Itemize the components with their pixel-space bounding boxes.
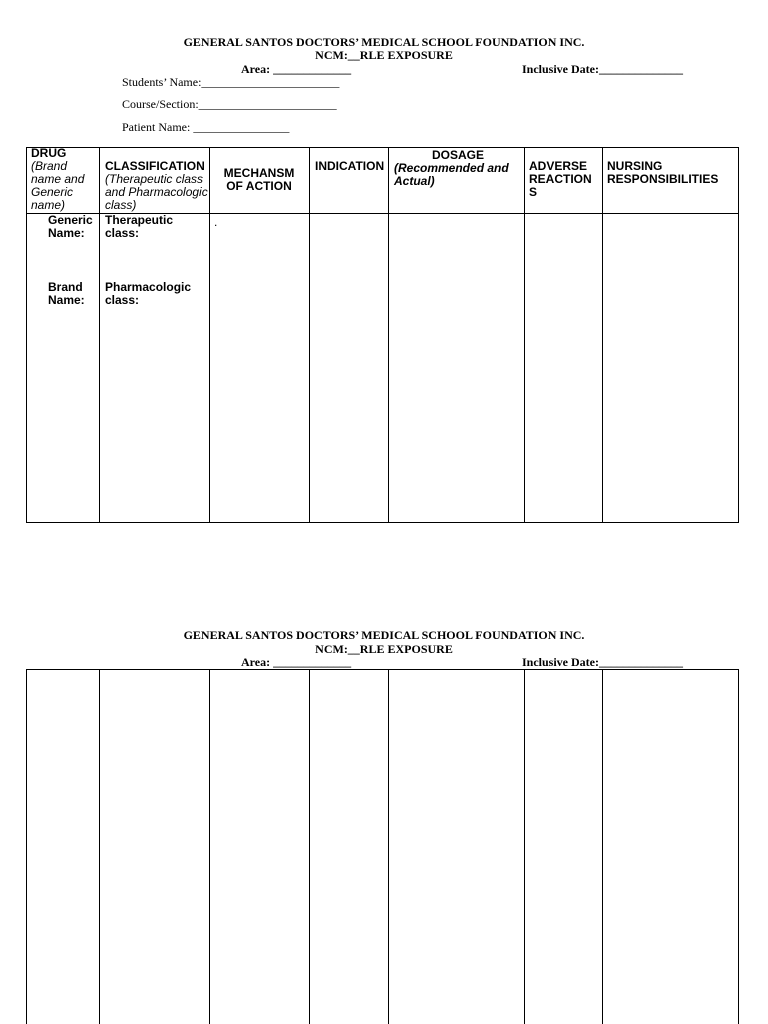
header-classification-title: CLASSIFICATION	[105, 159, 205, 173]
header-classification-subtitle: (Therapeutic class and Pharmacologic class)	[105, 172, 208, 212]
area-field: Area: _____________	[241, 62, 352, 76]
therapeutic-class-label: Therapeutic class:	[105, 213, 174, 240]
pharmacologic-class-label: Pharmacologic class:	[105, 280, 192, 307]
header-adverse-reactions: ADVERSE REACTION S	[529, 159, 592, 199]
generic-name-label: Generic Name:	[48, 213, 93, 240]
brand-name-label: Brand Name:	[48, 280, 85, 307]
course-section-field: Course/Section:_______________________	[122, 97, 337, 111]
header-dosage-title: DOSAGE	[431, 148, 484, 162]
inclusive-date-field-2: Inclusive Date:______________	[522, 655, 683, 669]
school-name: GENERAL SANTOS DOCTORS’ MEDICAL SCHOOL FOUNDATION INC.	[183, 35, 585, 49]
header-dosage-subtitle: (Recommended and Actual)	[394, 161, 509, 188]
header-classification	[105, 160, 209, 212]
header-indication: INDICATION	[315, 159, 385, 173]
header-drug	[31, 147, 97, 212]
school-name-2: GENERAL SANTOS DOCTORS’ MEDICAL SCHOOL FOUNDATION INC.	[183, 628, 585, 642]
inclusive-date-field: Inclusive Date:______________	[522, 62, 683, 76]
header-drug-subtitle: (Brand name and Generic name)	[31, 159, 85, 212]
header-drug-title: DRUG	[31, 146, 67, 160]
header-dosage	[394, 149, 522, 188]
header-mechanism: MECHANSM OF ACTION	[223, 166, 295, 193]
patient-name-field: Patient Name: ________________	[122, 120, 290, 134]
students-name-field: Students’ Name:_______________________	[122, 75, 340, 89]
ncm-title-2: NCM:__RLE EXPOSURE	[315, 642, 453, 656]
header-nursing-responsibilities: NURSING RESPONSIBILITIES	[607, 159, 719, 186]
ncm-title: NCM:__RLE EXPOSURE	[315, 48, 453, 62]
area-field-2: Area: _____________	[241, 655, 352, 669]
mechanism-mark: .	[214, 215, 218, 229]
